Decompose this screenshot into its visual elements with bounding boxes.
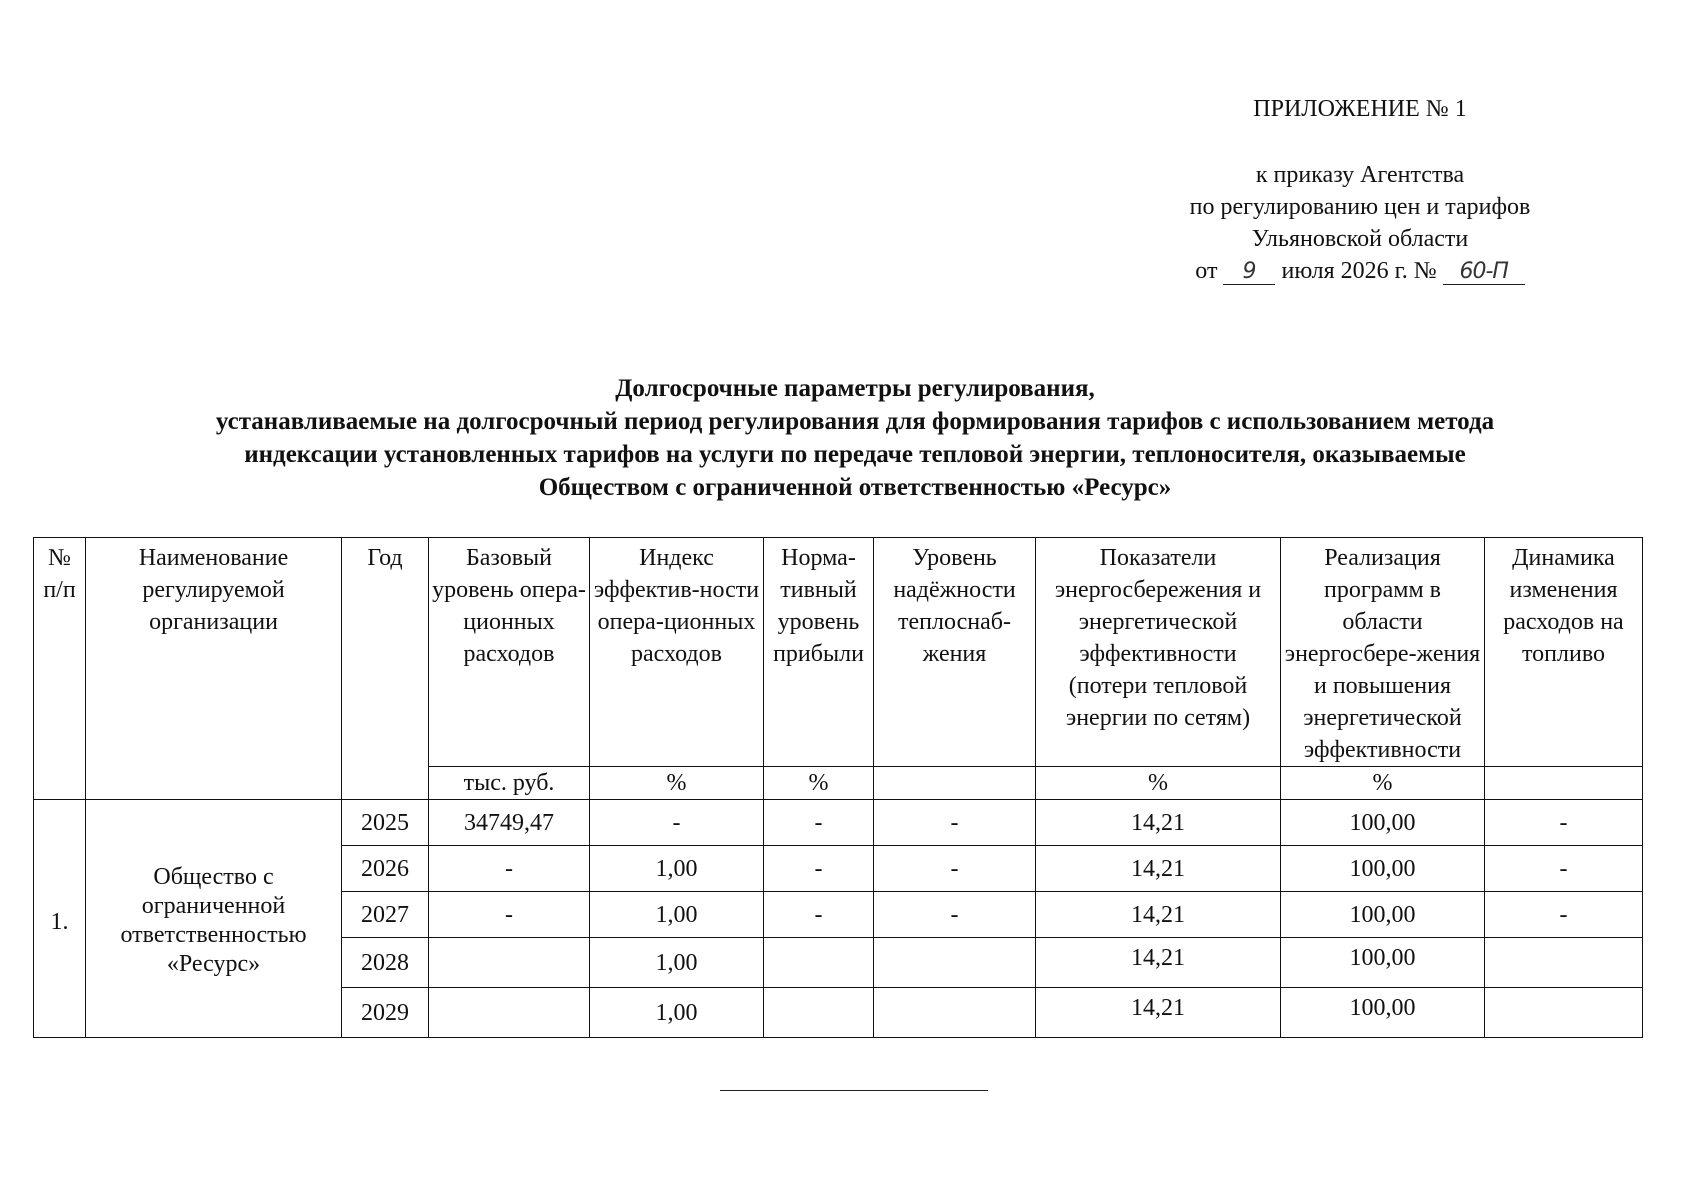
date-prefix: от (1195, 258, 1218, 284)
unit-index: % (590, 767, 764, 800)
unit-energy: % (1036, 767, 1281, 800)
appendix-region-line: Ульяновской области (1251, 226, 1469, 252)
cell-energy: 14,21 (1036, 846, 1281, 892)
parameters-table (33, 537, 1643, 1038)
cell-energy: 14,21 (1036, 938, 1281, 988)
appendix-title: ПРИЛОЖЕНИЕ № 1 (1253, 96, 1467, 122)
cell-energy: 14,21 (1036, 800, 1281, 846)
cell-profit (764, 988, 874, 1038)
header-fuel-dynamics: Динамика изменения расходов на топливо (1485, 538, 1643, 767)
cell-index: 1,00 (590, 988, 764, 1038)
unit-programs: % (1281, 767, 1485, 800)
cell-reliability: - (874, 800, 1036, 846)
cell-base (429, 988, 590, 1038)
cell-base (429, 938, 590, 988)
cell-index: 1,00 (590, 846, 764, 892)
cell-index: 1,00 (590, 892, 764, 938)
heading-line-2: устанавливаемые на долгосрочный период регулирования для формирования тарифов с использованием метода (215, 408, 1495, 435)
cell-fuel: - (1485, 846, 1643, 892)
cell-reliability: - (874, 892, 1036, 938)
cell-year: 2025 (342, 800, 429, 846)
table-header-row (34, 538, 1643, 767)
header-number: № п/п (34, 538, 86, 800)
cell-profit (764, 938, 874, 988)
handwritten-order-number: 60-П (1443, 260, 1525, 285)
cell-profit: - (764, 800, 874, 846)
header-programs: Реализация программ в области энергосбере-жения и повышения энергетической эффективности (1281, 538, 1485, 767)
cell-programs: 100,00 (1281, 800, 1485, 846)
cell-fuel (1485, 938, 1643, 988)
cell-year: 2027 (342, 892, 429, 938)
date-month-year: июля 2026 г. № (1281, 258, 1437, 284)
cell-reliability (874, 988, 1036, 1038)
heading-line-1: Долгосрочные параметры регулирования, (615, 375, 1095, 402)
cell-programs: 100,00 (1281, 892, 1485, 938)
appendix-date-line (1150, 255, 1570, 287)
document-heading (60, 372, 1650, 504)
cell-index: - (590, 800, 764, 846)
cell-year: 2026 (342, 846, 429, 892)
header-base-costs: Базовый уровень опера-ционных расходов (429, 538, 590, 767)
unit-fuel (1485, 767, 1643, 800)
cell-programs: 100,00 (1281, 938, 1485, 988)
header-efficiency-index: Индекс эффектив-ности опера-ционных расходов (590, 538, 764, 767)
cell-year: 2028 (342, 938, 429, 988)
cell-base: 34749,47 (429, 800, 590, 846)
cell-energy: 14,21 (1036, 892, 1281, 938)
appendix-agency-line: по регулированию цен и тарифов (1189, 194, 1531, 220)
heading-line-4: Обществом с ограниченной ответственностью «Ресурс» (538, 474, 1172, 501)
header-year: Год (342, 538, 429, 800)
appendix-block (1150, 96, 1570, 287)
unit-reliability (874, 767, 1036, 800)
cell-base: - (429, 846, 590, 892)
handwritten-day: 9 (1223, 260, 1275, 285)
appendix-order-line: к приказу Агентства (1255, 162, 1465, 188)
row-number: 1. (34, 800, 86, 1038)
unit-profit: % (764, 767, 874, 800)
header-energy-saving: Показатели энергосбережения и энергетической эффективности (потери тепловой энергии по сетям) (1036, 538, 1281, 767)
cell-reliability (874, 938, 1036, 988)
unit-base: тыс. руб. (429, 767, 590, 800)
cell-index: 1,00 (590, 938, 764, 988)
cell-energy: 14,21 (1036, 988, 1281, 1038)
cell-programs: 100,00 (1281, 988, 1485, 1038)
cell-reliability: - (874, 846, 1036, 892)
cell-profit: - (764, 846, 874, 892)
cell-fuel: - (1485, 892, 1643, 938)
organization-name: Общество с ограниченной ответственностью «Ресурс» (86, 800, 342, 1038)
cell-profit: - (764, 892, 874, 938)
closing-rule (720, 1090, 988, 1091)
cell-fuel: - (1485, 800, 1643, 846)
cell-programs: 100,00 (1281, 846, 1485, 892)
header-reliability: Уровень надёжности теплоснаб-жения (874, 538, 1036, 767)
cell-year: 2029 (342, 988, 429, 1038)
heading-line-3: индексации установленных тарифов на услуги по передаче тепловой энергии, теплоносителя, оказываемые (244, 441, 1466, 468)
header-profit-level: Норма-тивный уровень прибыли (764, 538, 874, 767)
table-row (34, 800, 1643, 846)
cell-base: - (429, 892, 590, 938)
header-organization: Наименование регулируемой организации (86, 538, 342, 800)
cell-fuel (1485, 988, 1643, 1038)
